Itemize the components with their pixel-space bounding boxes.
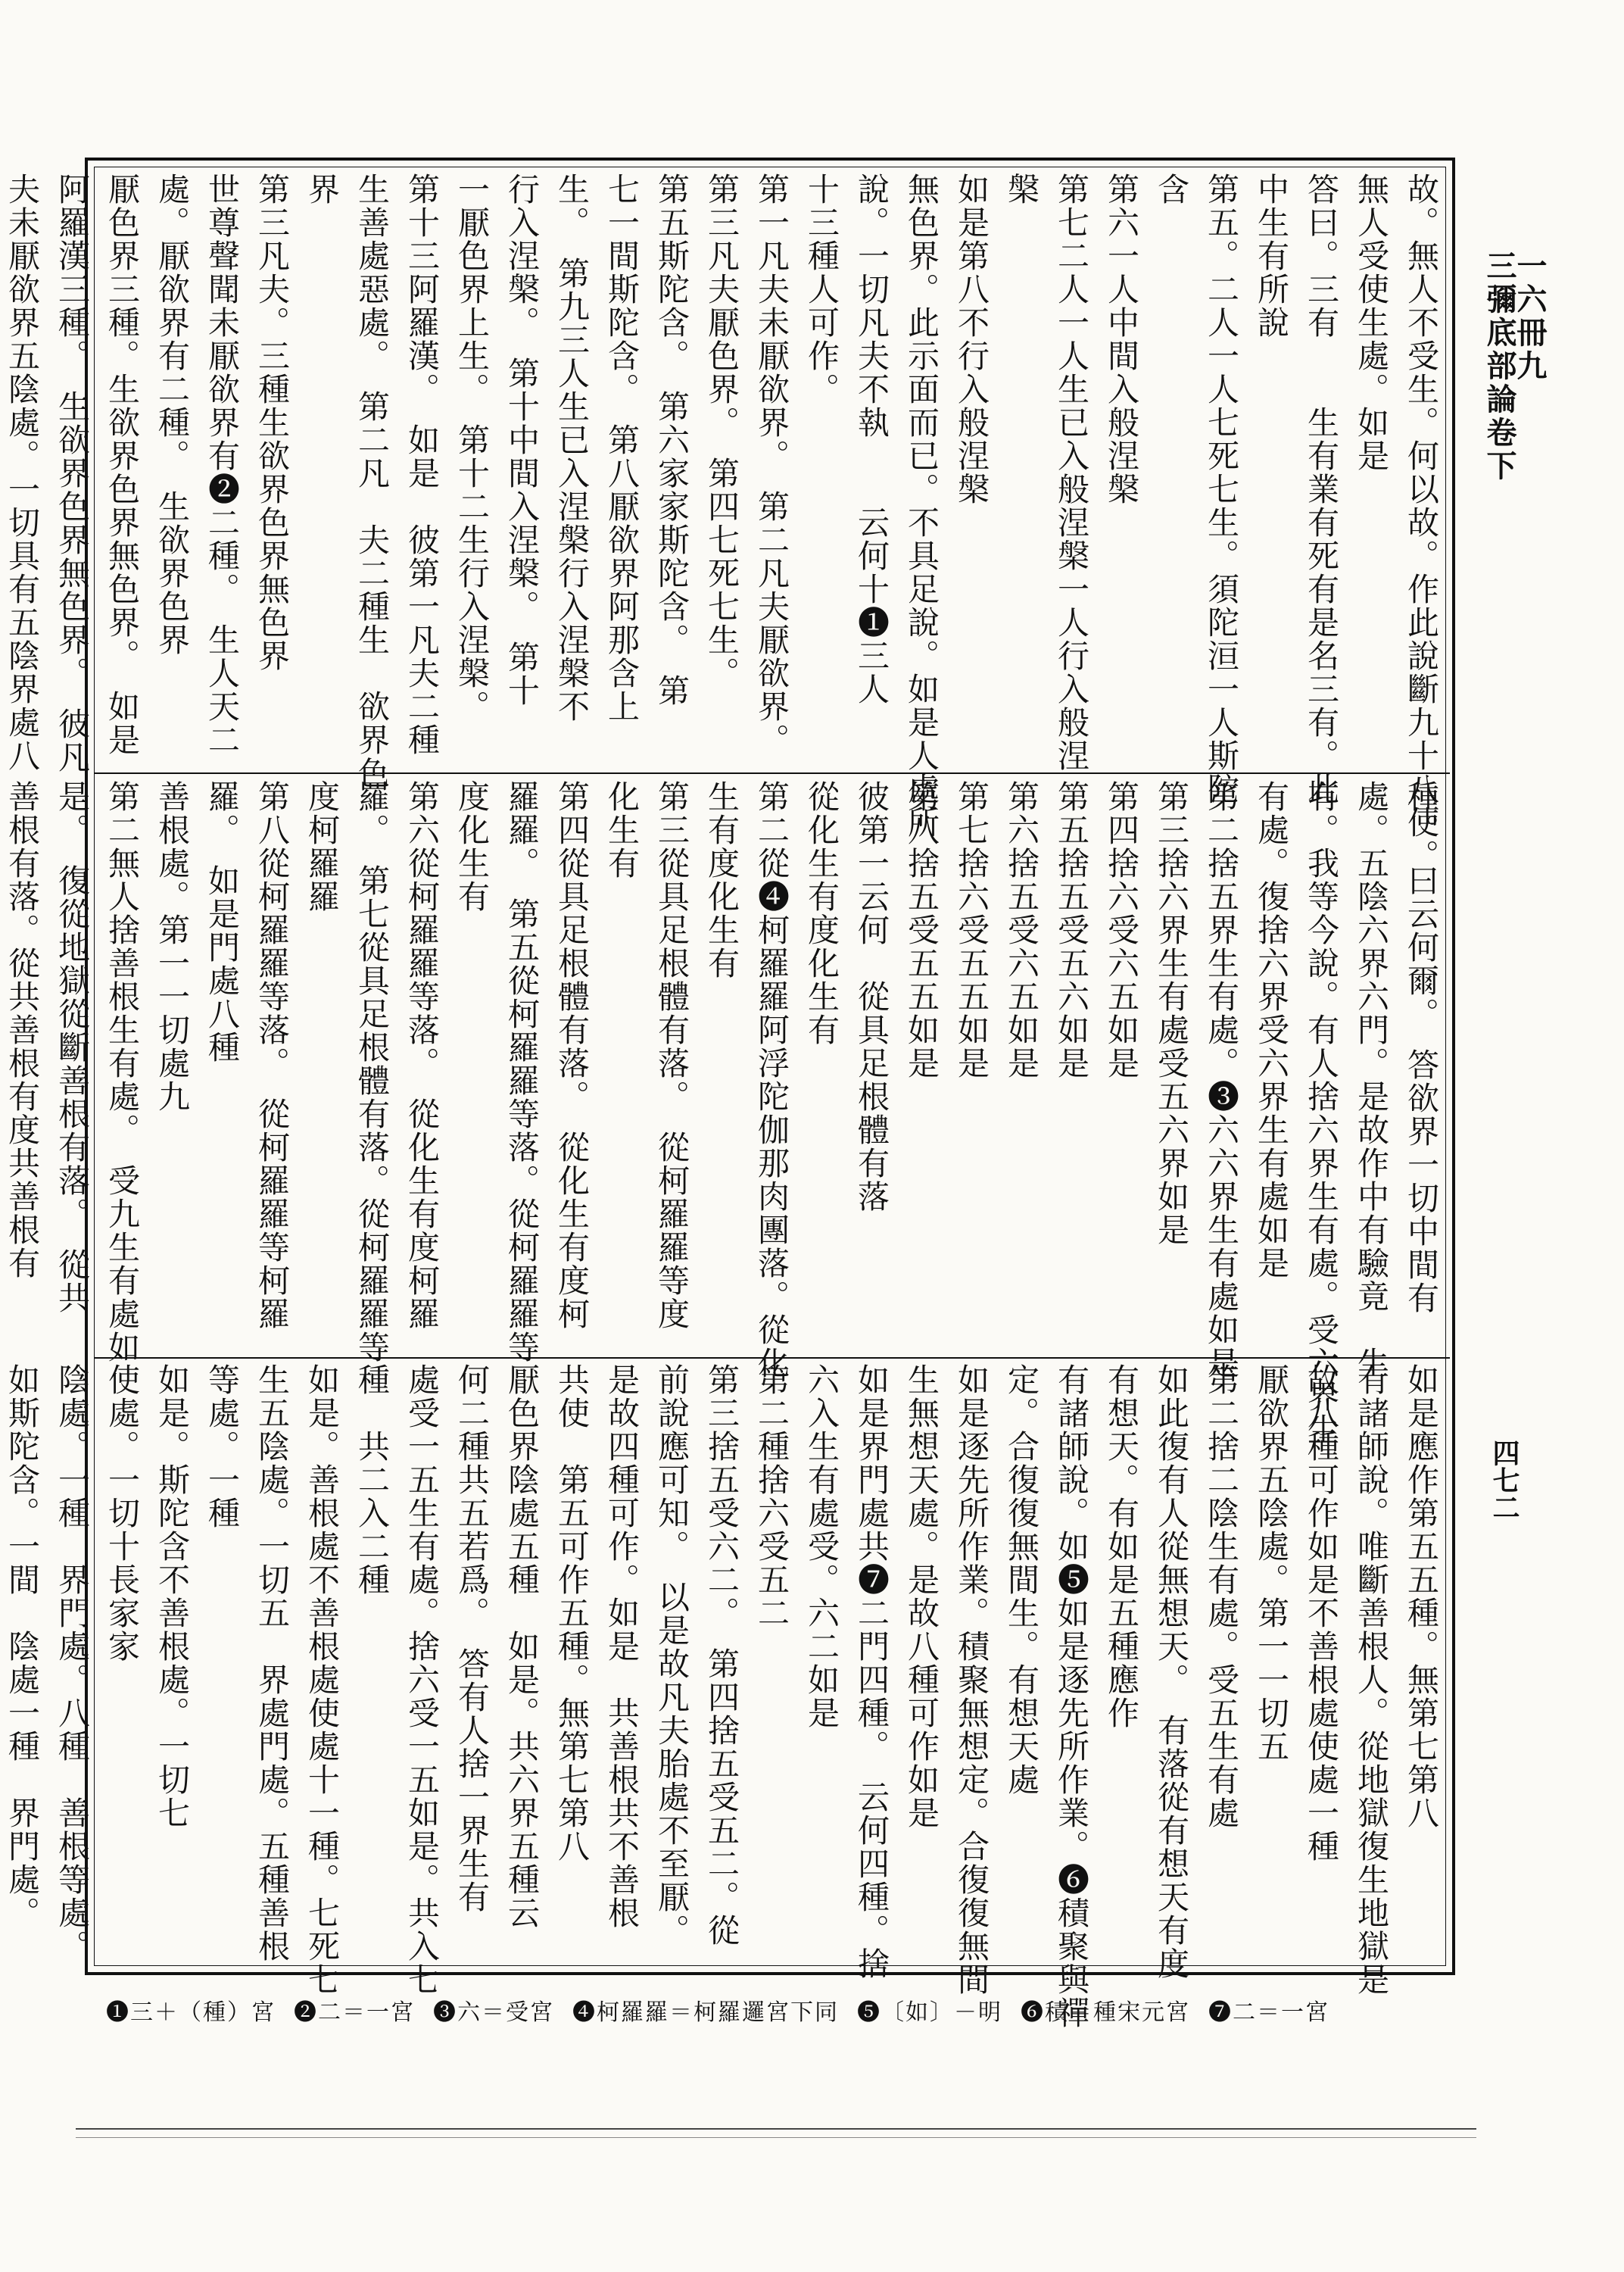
text-column: 夫未厭欲界五陰處。一切具有五陰界處八 — [4, 173, 41, 772]
text-column: 槃 — [1003, 173, 1040, 206]
volume-number: 一六冊九 — [1512, 250, 1548, 383]
text-column: 第二捨五界生有處。❸六六界生有處如是 — [1203, 780, 1240, 1380]
text-column: 第三捨六界生有處受五六界如是 — [1153, 780, 1190, 1247]
text-column: 處。五陰六界六門。是故作中有驗竟 生 — [1353, 780, 1390, 1380]
text-column: 無色界。此示面而已。不具足說。如是人處所 — [903, 173, 940, 839]
page-number: 四七二 — [1488, 1439, 1520, 1521]
text-column: 是故四種可作。如是 共善根共不善根 — [603, 1363, 641, 1930]
text-column: 第五斯陀含。 第六家家斯陀含。 第 — [653, 173, 690, 707]
text-column: 有諸師說。唯斷善根人。從地獄復生地獄是 — [1353, 1363, 1390, 1996]
text-column: 一厭色界上生。 第十二生行入涅槃。 — [454, 173, 491, 723]
text-column: 厭欲界五陰處。第一一切五 — [1253, 1363, 1290, 1763]
text-column: 生無想天處。是故八種可作如是 — [903, 1363, 940, 1830]
text-column: 第二種捨六受五二 — [753, 1363, 790, 1630]
text-column: 共使 第五可作五種。無第七第八 — [553, 1363, 591, 1863]
text-column: 十三種人可作。 — [803, 173, 840, 406]
text-column: 第四從具足根體有落。 從化生有度柯 — [553, 780, 591, 1331]
text-column: 第一凡夫未厭欲界。 第二凡夫厭欲界。 — [753, 173, 790, 757]
footnote: ❷二＝一宮 — [294, 1999, 415, 2026]
text-column: 故八種可作如是不善根處使處一種 — [1303, 1363, 1340, 1863]
footnote: ❻積＝種宋元宮 — [1021, 1999, 1190, 2026]
text-column: 厭色界三種。生欲界色界無色界。 如是 — [104, 173, 141, 757]
text-column: 如是應作第五五種。無第七第八 — [1403, 1363, 1440, 1830]
text-column: 七一間斯陀含。 第八厭欲界阿那含上 — [603, 173, 641, 723]
text-column: 生五陰處。一切五 界處門處。五種善根 — [254, 1363, 291, 1963]
text-column: 第八捨五受五五如是 — [903, 780, 940, 1080]
text-column: 有處。復捨六界受六界生有處如是 — [1253, 780, 1290, 1280]
text-column: 生有度化生有 — [703, 780, 740, 980]
text-column: 第二從❹柯羅羅阿浮陀伽那肉團落。從化 — [753, 780, 790, 1380]
text-column: 何二種共五若爲。 答有人捨一界生有 — [454, 1363, 491, 1914]
text-column: 第二捨二陰生有處。受五生有處 — [1203, 1363, 1240, 1830]
text-column: 是。 復從地獄從斷善根有落。 從共 — [54, 780, 91, 1315]
text-column: 無人受使生處。如是 — [1353, 173, 1390, 473]
text-column: 厭色界陰處五種 如是。共六界五種云 — [503, 1363, 541, 1930]
text-column: 前說應可知。 以是故凡夫胎處不至厭。 — [653, 1363, 690, 1947]
text-column: 界 — [304, 173, 341, 206]
text-column: 第三凡夫厭色界。 第四七死七生。 — [703, 173, 740, 690]
text-column: 第三捨五受六二。 第四捨五受五二。從 — [703, 1363, 740, 1947]
text-column: 有。我等今說。有人捨六界生有處。受六界生 — [1303, 780, 1340, 1447]
text-column: 羅羅。 第五從柯羅羅等落。從柯羅羅等 — [503, 780, 541, 1364]
text-column: 陰處。一種 界門處。八種 善根等處。 — [54, 1363, 91, 1963]
text-column: 答曰。三有 生有業有死有是名三有。此 — [1303, 173, 1340, 806]
text-column: 第七捨六受五五如是 — [953, 780, 990, 1080]
text-column: 從化生有度化生有 — [803, 780, 840, 1047]
text-column: 六入生有處受。六二如是 — [803, 1363, 840, 1730]
text-column: 種。 曰云何爾。 答欲界一切中間有 — [1403, 780, 1440, 1315]
bottom-rule — [76, 2137, 1476, 2138]
text-column: 含 — [1153, 173, 1190, 206]
text-column: 第五捨五受五六如是 — [1053, 780, 1090, 1080]
footnote: ❺〔如〕－明 — [857, 1999, 1002, 2026]
footnote: ❶三＋（種）宮 — [106, 1999, 276, 2026]
text-column: 善根處。第一一切處九 — [154, 780, 191, 1113]
text-column: 種 共二入二種 — [354, 1363, 391, 1596]
text-column: 第四捨六受六五如是 — [1103, 780, 1140, 1080]
text-column: 如是逐先所作業。積聚無想定。合復復無間 — [953, 1363, 990, 1996]
footnote: ❹柯羅羅＝柯羅邏宮下同 — [572, 1999, 839, 2026]
text-column: 羅。 如是門處八種 — [204, 780, 241, 1064]
text-column: 第七二人一人生已入般涅槃一人行入般涅 — [1053, 173, 1090, 772]
bottom-rule — [76, 2128, 1476, 2130]
text-column: 阿羅漢三種。 生欲界色界無色界。 彼凡 — [54, 173, 91, 774]
text-column: 如是第八不行入般涅槃 — [953, 173, 990, 506]
register-divider — [95, 1357, 1450, 1359]
text-column: 第五。二人一人七死七生。須陀洹一人斯陀 — [1203, 173, 1240, 806]
text-column: 如是。善根處不善根處使處十一種。七死七 — [304, 1363, 341, 1996]
register-divider — [95, 772, 1450, 774]
text-column: 如斯陀含。一間 陰處一種 界門處。 — [4, 1363, 41, 1930]
text-column: 第八從柯羅羅等落。 從柯羅羅等柯羅 — [254, 780, 291, 1331]
text-column: 處受一五生有處。捨六受一五如是。共入七 — [404, 1363, 441, 1996]
running-header — [1482, 250, 1548, 483]
text-column: 度化生有 — [454, 780, 491, 913]
text-column: 世尊聲聞未厭欲界有❷二種。 生人天二 — [204, 173, 241, 757]
text-column: 如是。斯陀含不善根處。一切七 — [154, 1363, 191, 1830]
footnote: ❼二＝一宮 — [1208, 1999, 1329, 2026]
text-column: 度柯羅羅 — [304, 780, 341, 913]
footnote: ❸六＝受宮 — [433, 1999, 554, 2026]
text-column: 第十三阿羅漢。 如是 彼第一凡夫二種 — [404, 173, 441, 757]
text-column: 說。一切凡夫不執 云何十❶三人 — [853, 173, 890, 706]
text-column: 羅。 第七從具足根體有落。從柯羅羅等 — [354, 780, 391, 1364]
text-column: 等處。一種 — [204, 1363, 241, 1530]
footnotes — [106, 1993, 1454, 2027]
text-column: 生善處惡處。 第二凡 夫二種生 欲界色 — [354, 173, 391, 790]
text-column: 第三從具足根體有落。 從柯羅羅等度 — [653, 780, 690, 1331]
text-column: 生。 第九三人生已入涅槃行入涅槃不 — [553, 173, 591, 723]
text-column: 定。合復復無間生。有想天處 — [1003, 1363, 1040, 1796]
text-column: 有諸師說。如❺如是逐先所作業。❻積聚與禪 — [1053, 1363, 1090, 2030]
text-column: 第六一人中間入般涅槃 — [1103, 173, 1140, 506]
text-column: 善根有落。從共善根有度共善根有 — [4, 780, 41, 1280]
text-column: 處。厭欲界有二種。 生欲界色界 — [154, 173, 191, 657]
book-title: 三彌底部論卷下 — [1482, 250, 1517, 483]
text-column: 使處。一切十長家家 — [104, 1363, 141, 1663]
text-column: 彼第一云何 從具足根體有落 — [853, 780, 890, 1213]
text-column: 故。無人不受生。何以故。作此說斷九十八使。 — [1403, 173, 1440, 872]
text-column: 第三凡夫。三種生欲界色界無色界 — [254, 173, 291, 673]
text-column: 化生有 — [603, 780, 641, 880]
text-column: 如是界門處共❼二門四種。 云何四種。捨 — [853, 1363, 890, 1980]
text-column: 有想天。有如是五種應作 — [1103, 1363, 1140, 1730]
text-column: 行入涅槃。 第十中間入涅槃。 第十 — [503, 173, 541, 707]
text-column: 第六捨五受六五如是 — [1003, 780, 1040, 1080]
text-column: 中生有所說 — [1253, 173, 1290, 339]
text-column: 第二無人捨善根生有處。 受九生有處如 — [104, 780, 141, 1364]
text-column: 如此復有人從無想天。 有落從有想天有度 — [1153, 1363, 1190, 1980]
text-column: 第六從柯羅羅等落。 從化生有度柯羅 — [404, 780, 441, 1331]
